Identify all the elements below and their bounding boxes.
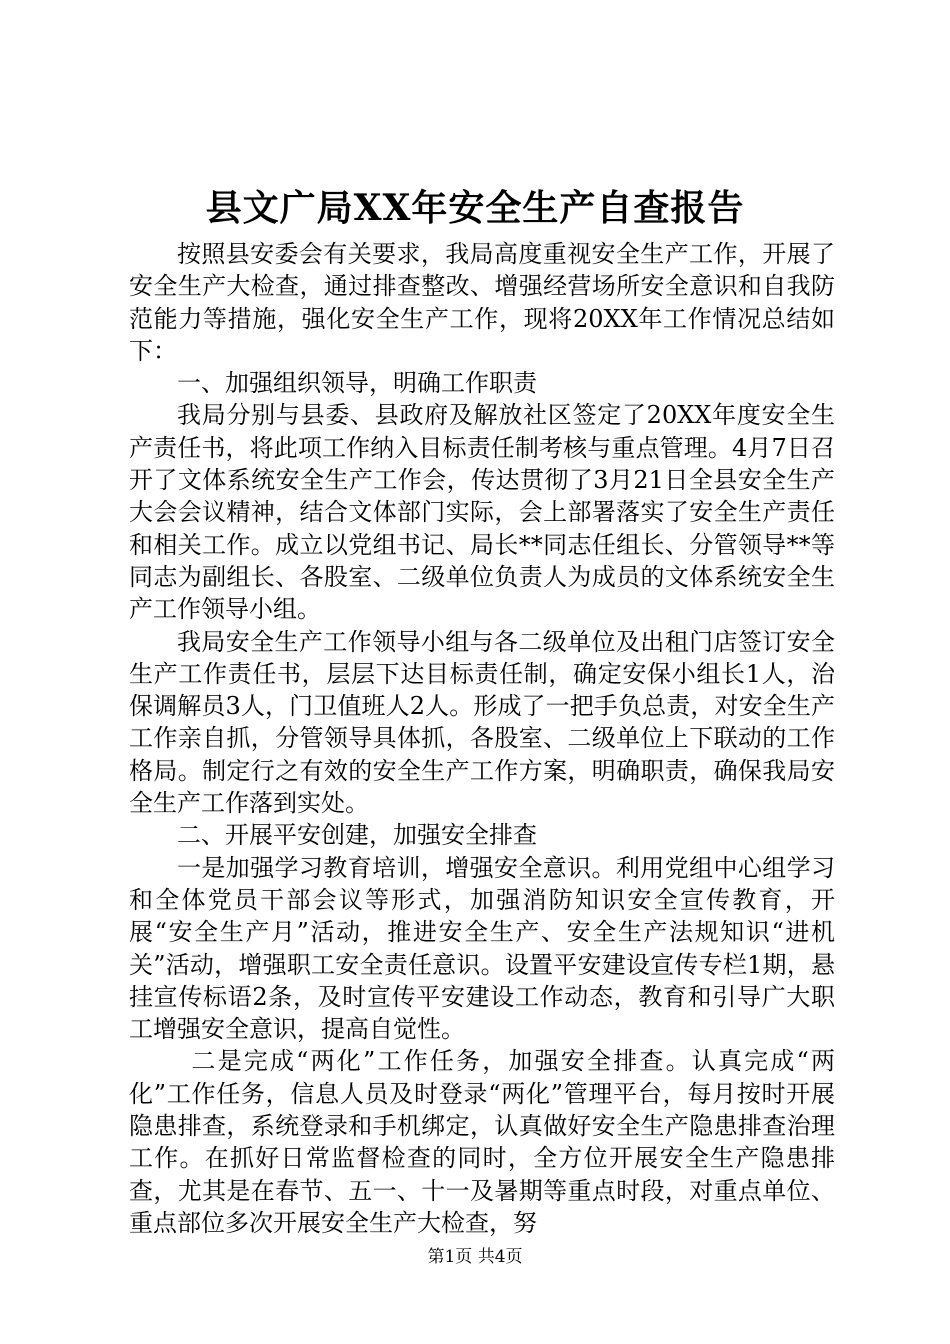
section-heading-1: 一、加强组织领导，明确工作职责 xyxy=(177,369,537,398)
body-paragraph: 二是完成“两化”工作任务，加强安全排查。认真完成“两化”工作任务，信息人员及时登录“两化”管理平台，每月按时开展隐患排查，系统登录和手机绑定，认真做好安全生产隐患排查治理工作。在抓好日常监督检查的同时，全方位开展安全生产隐患排查，尤其是在春节、五一、十一及暑期等重点时段，对重点单位、重点部位多次开展安全生产大检查，努 xyxy=(129,1047,835,1237)
page-footer: 第1页 共4页 xyxy=(427,1247,523,1267)
document-body xyxy=(129,238,835,1239)
body-paragraph: 一是加强学习教育培训，增强安全意识。利用党组中心组学习和全体党员干部会议等形式，加强消防知识安全宣传教育，开展“安全生产月”活动，推进安全生产、安全生产法规知识“进机关”活动，增强职工安全责任意识。设置平安建设宣传专栏1期，悬挂宣传标语2条，及时宣传平安建设工作动态，教育和引导广大职工增强安全意识，提高自觉性。 xyxy=(129,853,835,1044)
intro-paragraph: 按照县安委会有关要求，我局高度重视安全生产工作，开展了安全生产大检查，通过排查整改、增强经营场所安全意识和自我防范能力等措施，强化安全生产工作，现将20XX年工作情况总结如下： xyxy=(129,240,835,365)
body-paragraph: 我局安全生产工作领导小组与各二级单位及出租门店签订安全生产工作责任书，层层下达目标责任制，确定安保小组长1人，治保调解员3人，门卫值班人2人。形成了一把手负总责，对安全生产工作亲自抓，分管领导具体抓，各股室、二级单位上下联动的工作格局。制定行之有效的安全生产工作方案，明确职责，确保我局安全生产工作落到实处。 xyxy=(129,627,835,818)
section-heading-2: 二、开展平安创建，加强安全排查 xyxy=(177,821,537,850)
body-paragraph: 我局分别与县委、县政府及解放社区签定了20XX年度安全生产责任书，将此项工作纳入目标责任制考核与重点管理。4月7日召开了文体系统安全生产工作会，传达贯彻了3月21日全县安全生产大会会议精神，结合文体部门实际，会上部署落实了安全生产责任和相关工作。成立以党组书记、局长**同志任组长、分管领导**等同志为副组长、各股室、二级单位负责人为成员的文体系统安全生产工作领导小组。 xyxy=(129,401,835,624)
document-title: 县文广局XX年安全生产自查报告 xyxy=(205,187,745,229)
